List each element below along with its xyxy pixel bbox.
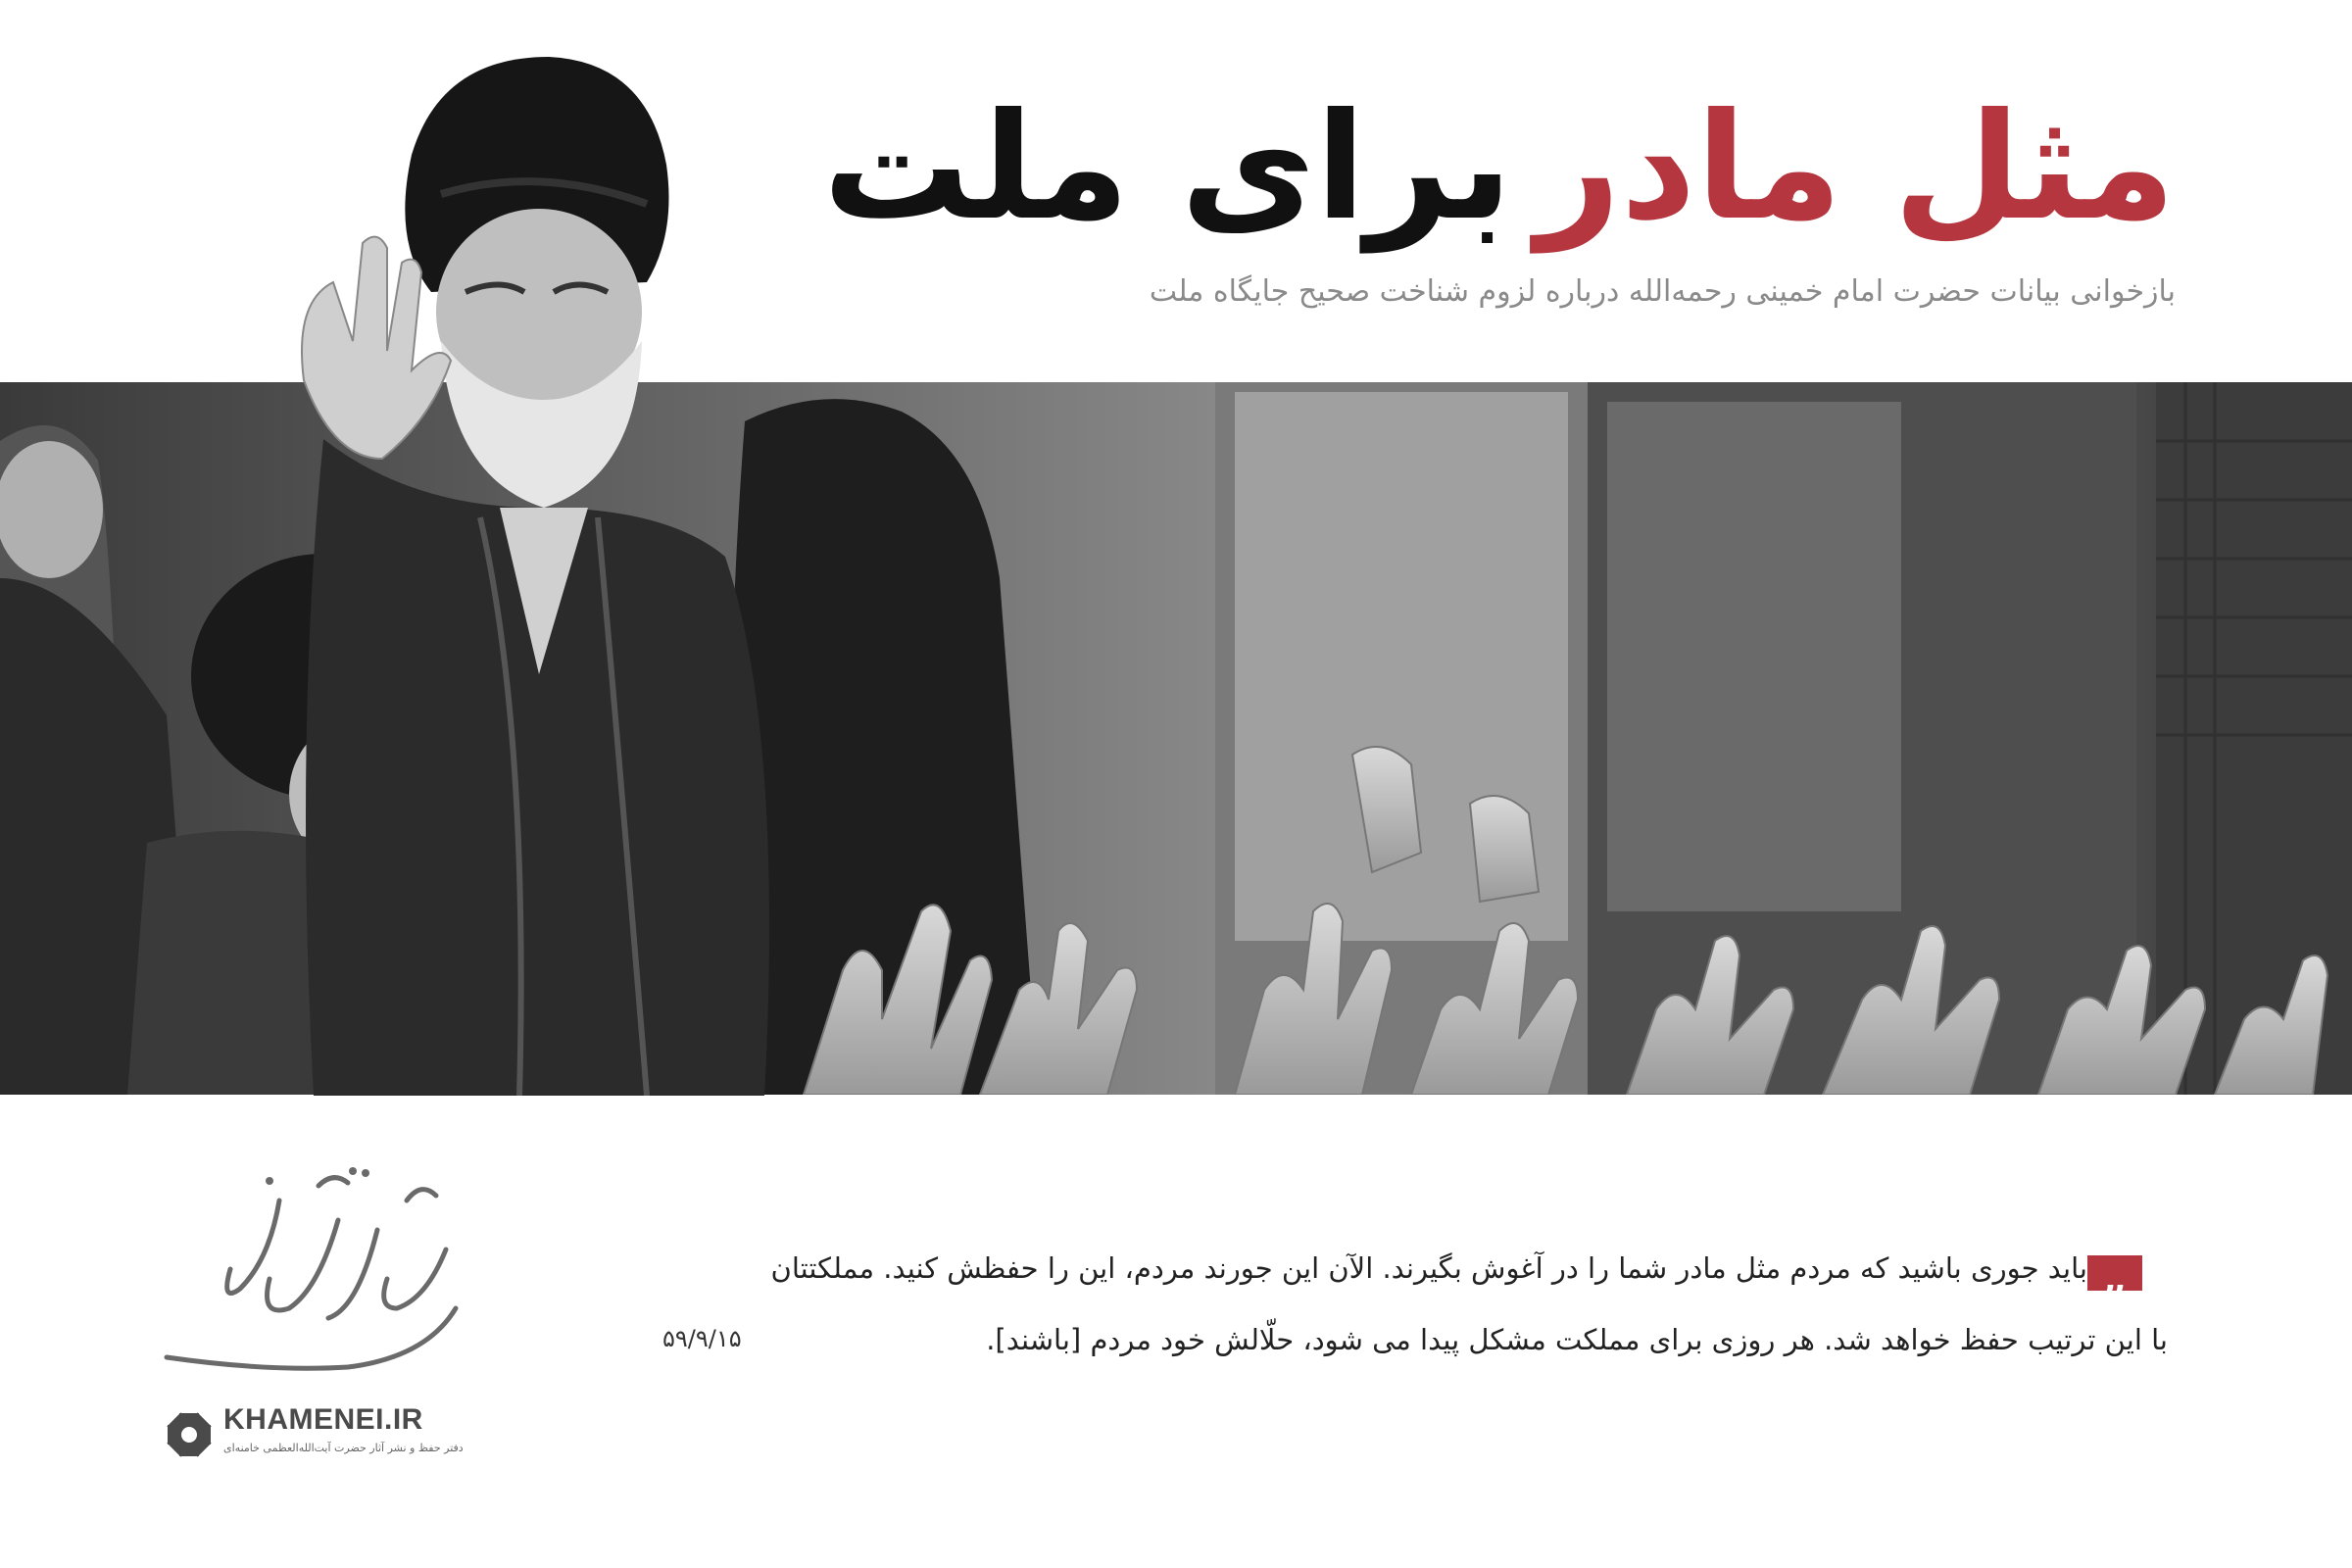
logo-tagline: دفتر حفظ و نشر آثار حضرت آیت‌الله‌العظمی خامنه‌ای	[223, 1442, 464, 1454]
poster-title	[822, 82, 2176, 253]
title-dark-part: برای ملت	[822, 82, 1513, 253]
quote-mark-icon: „	[2087, 1255, 2142, 1291]
title-accent-part: مثل مادر	[1536, 82, 2176, 253]
portrait-figure	[294, 47, 804, 1096]
quote-line-2: با این ترتیب حفظ خواهد شد. هر روزی برای مملکت مشکل پیدا می شود، حلّالش خود مردم [باشند].	[986, 1323, 2168, 1356]
quote-line-1: باید جوری باشید که مردم مثل مادر شما را در آغوش بگیرند. الآن این جورند مردم، این را حفظش کنید. مملکتتان	[770, 1251, 2087, 1285]
quote-date: ۵۹/۹/۱۵	[662, 1325, 742, 1352]
logo-name: KHAMENEI.IR	[223, 1403, 423, 1436]
poster-subtitle: بازخوانی بیانات حضرت امام خمینی رحمه‌الله درباره لزوم شناخت صحیح جایگاه ملت	[1149, 274, 2176, 309]
signature-image	[152, 1161, 475, 1387]
